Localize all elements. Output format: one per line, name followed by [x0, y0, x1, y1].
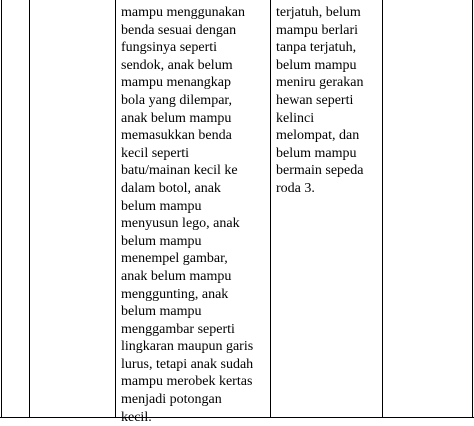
- table-column-divider: [270, 0, 271, 418]
- table-column-divider: [382, 0, 383, 418]
- table-border-left: [1, 0, 2, 418]
- table-cell-gross-motor: terjatuh, belum mampu berlari tanpa terjatuh, belum mampu meniru gerakan hewan seperti kelinci melompat, dan belum mampu bermain sepeda roda 3.: [276, 5, 364, 196]
- table-border-right: [472, 0, 473, 418]
- table-column-divider: [115, 0, 116, 418]
- table-cell-fine-motor: mampu menggunakan benda sesuai dengan fungsinya seperti sendok, anak belum mampu menangkap bola yang dilempar, anak belum mampu memasukkan benda kecil seperti batu/mainan kecil ke dalam botol, anak belum mampu menyusun lego, anak belum mampu menempel gambar, anak belum mampu menggunting, anak belum mampu menggambar seperti lingkaran maupun garis lurus, tetapi anak sudah mampu merobek kertas menjadi potongan kecil.: [121, 5, 254, 425]
- table-column-divider: [29, 0, 30, 418]
